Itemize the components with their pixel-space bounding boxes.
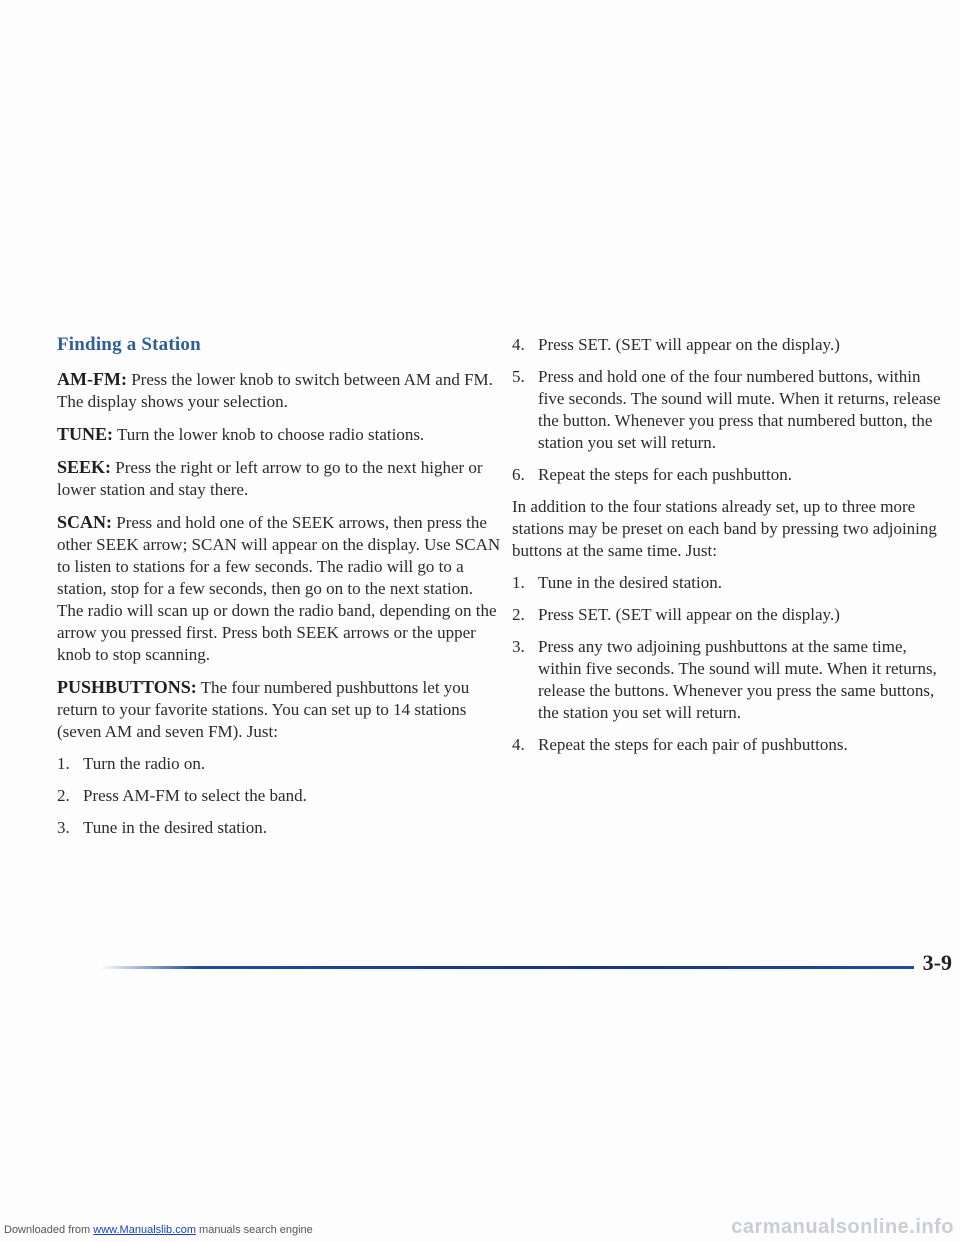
paragraph-seek bbox=[57, 456, 502, 501]
text-seek: Press the right or left arrow to go to the next higher or lower station and stay there. bbox=[57, 458, 483, 499]
list-item bbox=[57, 753, 502, 775]
step-text: Press SET. (SET will appear on the display.) bbox=[538, 335, 840, 354]
list-item bbox=[512, 366, 942, 454]
step-text: Repeat the steps for each pair of pushbuttons. bbox=[538, 735, 848, 754]
step-number: 4. bbox=[512, 735, 525, 754]
right-column bbox=[512, 334, 942, 766]
step-number: 5. bbox=[512, 367, 525, 386]
step-text: Press SET. (SET will appear on the display.) bbox=[538, 605, 840, 624]
step-text: Tune in the desired station. bbox=[83, 818, 267, 837]
footer-divider bbox=[100, 966, 914, 969]
manualslib-link[interactable]: www.Manualslib.com bbox=[93, 1224, 196, 1236]
footer-prefix: Downloaded from bbox=[4, 1224, 94, 1236]
step-text: Repeat the steps for each pushbutton. bbox=[538, 465, 792, 484]
step-number: 1. bbox=[512, 573, 525, 592]
term-am-fm: AM-FM: bbox=[57, 369, 127, 389]
step-number: 2. bbox=[512, 605, 525, 624]
step-text: Press any two adjoining pushbuttons at the same time, within five seconds. The sound will mute. When it returns, release the buttons. Whenever you press the same buttons, the station you set will return. bbox=[538, 637, 937, 722]
list-item bbox=[512, 734, 942, 756]
term-scan: SCAN: bbox=[57, 512, 113, 532]
step-text: Turn the radio on. bbox=[83, 754, 206, 773]
step-number: 3. bbox=[57, 818, 70, 837]
left-column bbox=[57, 334, 502, 849]
step-number: 1. bbox=[57, 754, 70, 773]
paragraph-am-fm bbox=[57, 368, 502, 413]
step-text: Press and hold one of the four numbered buttons, within five seconds. The sound will mute. When it returns, release the button. Whenever you press that numbered button, the station you set will return. bbox=[538, 367, 941, 452]
text-tune: Turn the lower knob to choose radio stations. bbox=[113, 425, 425, 444]
term-pushbuttons: PUSHBUTTONS: bbox=[57, 677, 197, 697]
text-pushbuttons: The four numbered pushbuttons let you return to your favorite stations. You can set up to 14 stations (seven AM and seven FM). Just: bbox=[57, 678, 470, 741]
page-number: 3-9 bbox=[922, 950, 952, 975]
step-number: 4. bbox=[512, 335, 525, 354]
section-heading: Finding a Station bbox=[57, 334, 201, 355]
step-text: Tune in the desired station. bbox=[538, 573, 722, 592]
term-seek: SEEK: bbox=[57, 457, 112, 477]
left-steps-list bbox=[57, 753, 502, 839]
paragraph-tune bbox=[57, 423, 502, 446]
right-steps-list-b bbox=[512, 572, 942, 756]
text-scan: Press and hold one of the SEEK arrows, then press the other SEEK arrow; SCAN will appear on the display. Use SCAN to listen to stations for a few seconds. The radio will go to a station, stop for a few seconds, then go on to the next station. The radio will scan up or down the radio band, depending on the arrow you pressed first. Press both SEEK arrows or the upper knob to stop scanning. bbox=[57, 513, 501, 664]
list-item bbox=[512, 636, 942, 724]
download-footer bbox=[4, 1224, 313, 1236]
list-item bbox=[512, 604, 942, 626]
paragraph-pushbuttons bbox=[57, 676, 502, 743]
list-item bbox=[512, 334, 942, 356]
right-steps-list-a bbox=[512, 334, 942, 486]
paragraph-scan bbox=[57, 511, 502, 666]
list-item bbox=[57, 785, 502, 807]
step-number: 3. bbox=[512, 637, 525, 656]
list-item bbox=[57, 817, 502, 839]
paragraph-additional-stations: In addition to the four stations already set, up to three more stations may be preset on each band by pressing two adjoining buttons at the same time. Just: bbox=[512, 497, 937, 560]
step-number: 6. bbox=[512, 465, 525, 484]
term-tune: TUNE: bbox=[57, 424, 114, 444]
list-item bbox=[512, 464, 942, 486]
watermark-logo: carmanualsonline.info bbox=[731, 1216, 954, 1238]
list-item bbox=[512, 572, 942, 594]
text-am-fm: Press the lower knob to switch between AM and FM. The display shows your selection. bbox=[57, 370, 493, 411]
step-text: Press AM-FM to select the band. bbox=[83, 786, 307, 805]
footer-suffix: manuals search engine bbox=[195, 1224, 313, 1236]
step-number: 2. bbox=[57, 786, 70, 805]
